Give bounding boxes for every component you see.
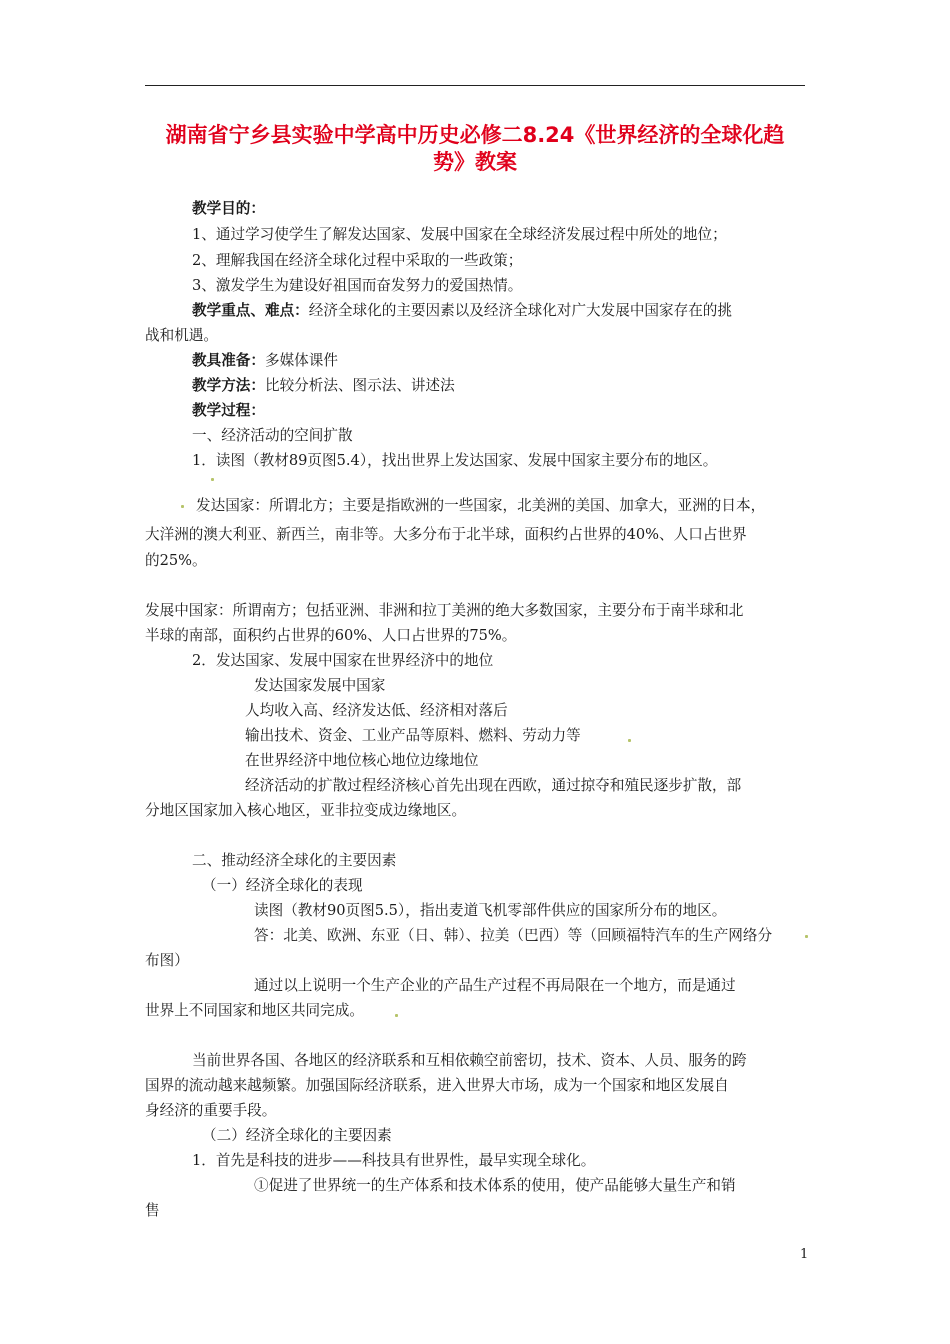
- spread-line-2: 分地区国家加入核心地区，亚非拉变成边缘地区。: [145, 802, 467, 819]
- section-2-conclusion-2: 世界上不同国家和地区共同完成。: [145, 1002, 364, 1019]
- header-rule: [145, 85, 805, 86]
- section-2-sub-2: （二）经济全球化的主要因素: [202, 1127, 392, 1144]
- developed-line-2: 大洋洲的澳大利亚、新西兰，南非等。大多分布于北半球，面积约占世界的40%、人口占世界: [145, 526, 747, 543]
- comparison-header: 发达国家发展中国家: [254, 677, 386, 694]
- comparison-row-2: 输出技术、资金、工业产品等原料、燃料、劳动力等: [245, 727, 581, 744]
- current-line-2: 国界的流动越来越频繁。加强国际经济联系，进入世界大市场，成为一个国家和地区发展自: [145, 1077, 729, 1094]
- section-2-conclusion-1: 通过以上说明一个生产企业的产品生产过程不再局限在一个地方，而是通过: [254, 977, 736, 994]
- teaching-tools-text: 多媒体课件: [264, 352, 338, 369]
- speck-mark: [211, 478, 214, 481]
- page-number: 1: [800, 1247, 809, 1262]
- section-1-heading: 一、经济活动的空间扩散: [192, 427, 353, 444]
- speck-mark: [628, 739, 631, 742]
- teaching-method-text: 比较分析法、图示法、讲述法: [264, 377, 455, 394]
- section-2-read: 读图（教材90页图5.5），指出麦道飞机零部件供应的国家所分布的地区。: [254, 902, 727, 919]
- document-title: [145, 122, 805, 176]
- developing-line-1: 发展中国家：所谓南方；包括亚洲、非洲和拉丁美洲的绝大多数国家，主要分布于南半球和北: [145, 602, 744, 619]
- speck-mark: [395, 1014, 398, 1017]
- key-points-continued: 战和机遇。: [145, 327, 218, 344]
- factor-1a-line-2: 售: [145, 1202, 160, 1219]
- developed-line-1: 发达国家：所谓北方；主要是指欧洲的一些国家，北美洲的美国、加拿大，亚洲的日本，: [196, 497, 766, 514]
- objective-3: 3、激发学生为建设好祖国而奋发努力的爱国热情。: [192, 277, 523, 294]
- objective-2: 2、理解我国在经济全球化过程中采取的一些政策；: [192, 252, 523, 269]
- factor-1a-line-1: ①促进了世界统一的生产体系和技术体系的使用，使产品能够大量生产和销: [254, 1177, 736, 1194]
- section-2-answer-1: 答：北美、欧洲、东亚（日、韩）、拉美（巴西）等（回顾福特汽车的生产网络分: [254, 927, 773, 944]
- section-1-item-1: 1．读图（教材89页图5.4），找出世界上发达国家、发展中国家主要分布的地区。: [192, 452, 718, 469]
- section-2-heading: 二、推动经济全球化的主要因素: [192, 852, 397, 869]
- title-line-1: 湖南省宁乡县实验中学高中历史必修二8.24《世界经济的全球化趋: [165, 123, 785, 147]
- current-line-3: 身经济的重要手段。: [145, 1102, 277, 1119]
- section-1-item-2: 2．发达国家、发展中国家在世界经济中的地位: [192, 652, 494, 669]
- factor-1: 1．首先是科技的进步——科技具有世界性，最早实现全球化。: [192, 1152, 596, 1169]
- objectives-heading: 教学目的：: [192, 200, 265, 217]
- comparison-row-1: 人均收入高、经济发达低、经济相对落后: [245, 702, 508, 719]
- speck-mark: [181, 505, 184, 508]
- key-points-label: 教学重点、难点：: [192, 302, 309, 319]
- key-points-text: 经济全球化的主要因素以及经济全球化对广大发展中国家存在的挑: [308, 302, 732, 319]
- teaching-tools-label: 教具准备：: [192, 352, 265, 369]
- teaching-method-label: 教学方法：: [192, 377, 265, 394]
- process-heading: 教学过程：: [192, 402, 265, 419]
- speck-mark: [805, 935, 808, 938]
- spread-line-1: 经济活动的扩散过程经济核心首先出现在西欧，通过掠夺和殖民逐步扩散，部: [245, 777, 742, 794]
- teaching-method: [192, 376, 455, 396]
- comparison-row-3: 在世界经济中地位核心地位边缘地位: [245, 752, 479, 769]
- teaching-tools: [192, 351, 338, 371]
- section-2-sub-1: （一）经济全球化的表现: [202, 877, 363, 894]
- developing-line-2: 半球的南部，面积约占世界的60%、人口占世界的75%。: [145, 627, 517, 644]
- objective-1: 1、通过学习使学生了解发达国家、发展中国家在全球经济发展过程中所处的地位；: [192, 226, 727, 243]
- current-line-1: 当前世界各国、各地区的经济联系和互相依赖空前密切，技术、资本、人员、服务的跨: [192, 1052, 747, 1069]
- section-2-answer-2: 布图）: [145, 952, 189, 969]
- developed-line-3: 的25%。: [145, 552, 207, 569]
- key-points: [192, 301, 732, 321]
- title-line-2: 势》教案: [433, 150, 517, 174]
